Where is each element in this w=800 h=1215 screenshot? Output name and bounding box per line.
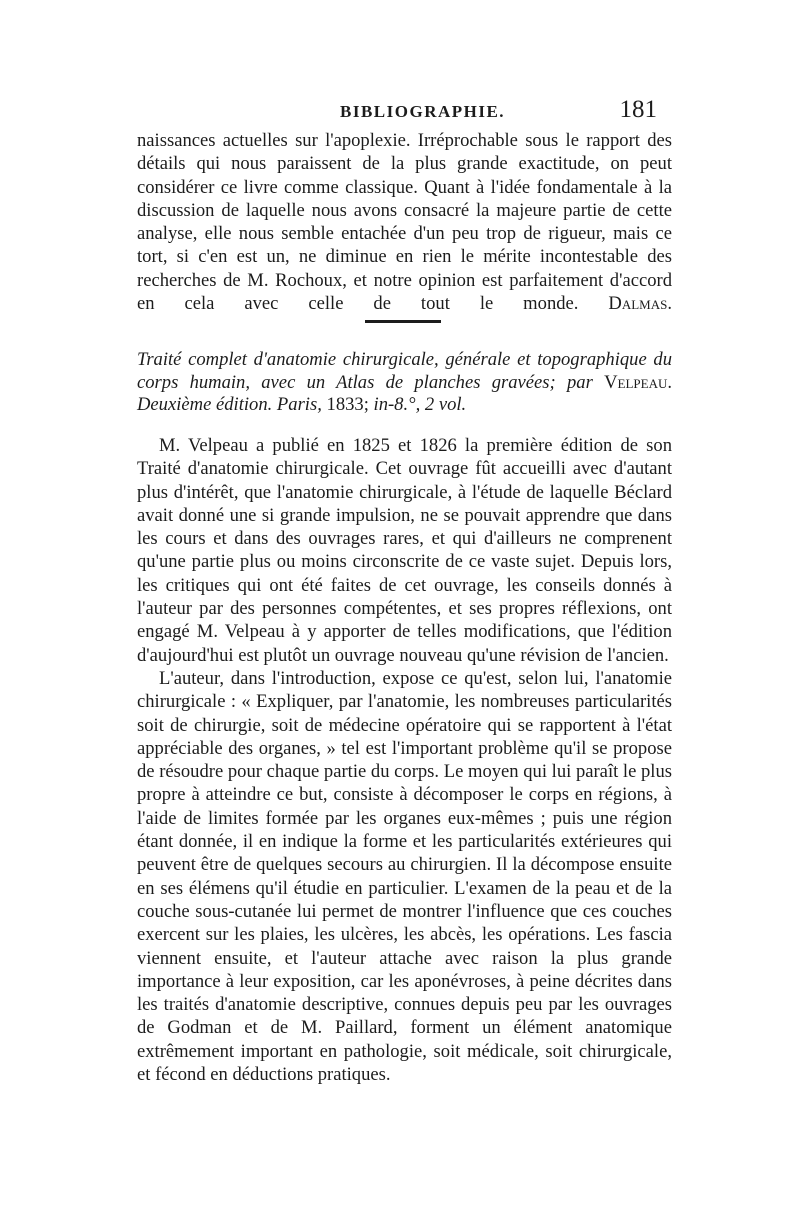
review-paragraph-2: L'auteur, dans l'introduction, expose ce qu'est, selon lui, l'anatomie chirurgicale : « Expliquer, par l'anatomie, les nombreuses particularités soit de chirurgie, soit de médecine opératoire qui se rapportent à l'état appréciable des organes, » tel est l'important problème qu'il se propose de résoudre pour chaque partie du corps. Le moyen qui lui paraît le plus propre à atteindre ce but, consiste à décomposer le corps en régions, à l'aide de limites formée par les organes eux-mêmes ; puis une région étant donnée, il en indique la forme et les particularités extérieures qui peuvent être de quelques secours au chirurgien. Il la décompose ensuite en ses élémens qu'il étudie en particulier. L'examen de la peau et de la couche sous-cutanée lui permet de montrer l'influence que ces couches exercent sur les plaies, les ulcères, les abcès, les opérations. Les fascia viennent ensuite, et l'auteur attache avec raison la plus grande importance à leur exposition, car les aponévroses, à peine décrites dans les traités d'anatomie descriptive, connues depuis peu par les ouvrages de Godman et de M. Paillard, forment un élément anatomique extrêmement important en pathologie, soit médicale, soit chirurgicale, et fécond en déductions pratiques. xyxy=(137,667,672,1086)
section-divider xyxy=(365,320,441,323)
previous-review-paragraph xyxy=(137,129,672,315)
previous-review-text xyxy=(137,129,672,315)
citation-volumes: , 2 vol. xyxy=(415,394,467,415)
book-citation xyxy=(137,349,672,417)
review-paragraph-1: M. Velpeau a publié en 1825 et 1826 la première édition de son Traité d'anatomie chirurgicale. Cet ouvrage fût accueilli avec d'autant plus d'intérêt, que l'anatomie chirurgicale, à l'étude de laquelle Béclard avait donné une si grande impulsion, ne se pouvait apprendre que dans les cours et dans des ouvrages rares, et qui d'ailleurs ne comprenent qu'une partie plus ou moins circonscrite de ce vaste sujet. Depuis lors, les critiques qui ont été faites de cet ouvrage, les conseils donnés à l'auteur par des personnes compétentes, et ses propres réflexions, ont engagé M. Velpeau à y apporter de telles modifications, que l'édition d'aujourd'hui est plutôt un ouvrage nouveau qu'une révision de l'ancien. xyxy=(137,435,672,666)
page-number: 181 xyxy=(619,96,657,123)
citation-year: 1833; xyxy=(326,394,369,415)
page-header xyxy=(137,96,657,130)
review-signature: Dalmas. xyxy=(608,293,672,315)
citation-author: Velpeau. xyxy=(604,371,672,393)
citation-edition: Deuxième édition. Paris, xyxy=(137,394,322,415)
review-body xyxy=(137,434,672,1086)
previous-review-body: naissances actuelles sur l'apoplexie. Irréprochable sous le rapport des détails qui nous paraissent de la plus grande exactitude, on peut considérer ce livre comme classique. Quant à l'idée fondamentale à la discussion de laquelle nous avons consacré la majeure partie de cette analyse, elle nous semble entachée d'un peu trop de rigueur, mais ce tort, si c'en est un, ne diminue en rien le mérite incontestable des recherches de M. Rochoux, et notre opinion est parfaitement d'accord en cela avec celle de tout le monde. xyxy=(137,130,672,315)
citation-format: in-8.° xyxy=(373,394,416,415)
running-title: BIBLIOGRAPHIE. xyxy=(340,102,506,121)
citation-title: Traité complet d'anatomie chirurgicale, générale et topographique du corps humain, avec un Atlas de planches gravées; par xyxy=(137,349,672,393)
